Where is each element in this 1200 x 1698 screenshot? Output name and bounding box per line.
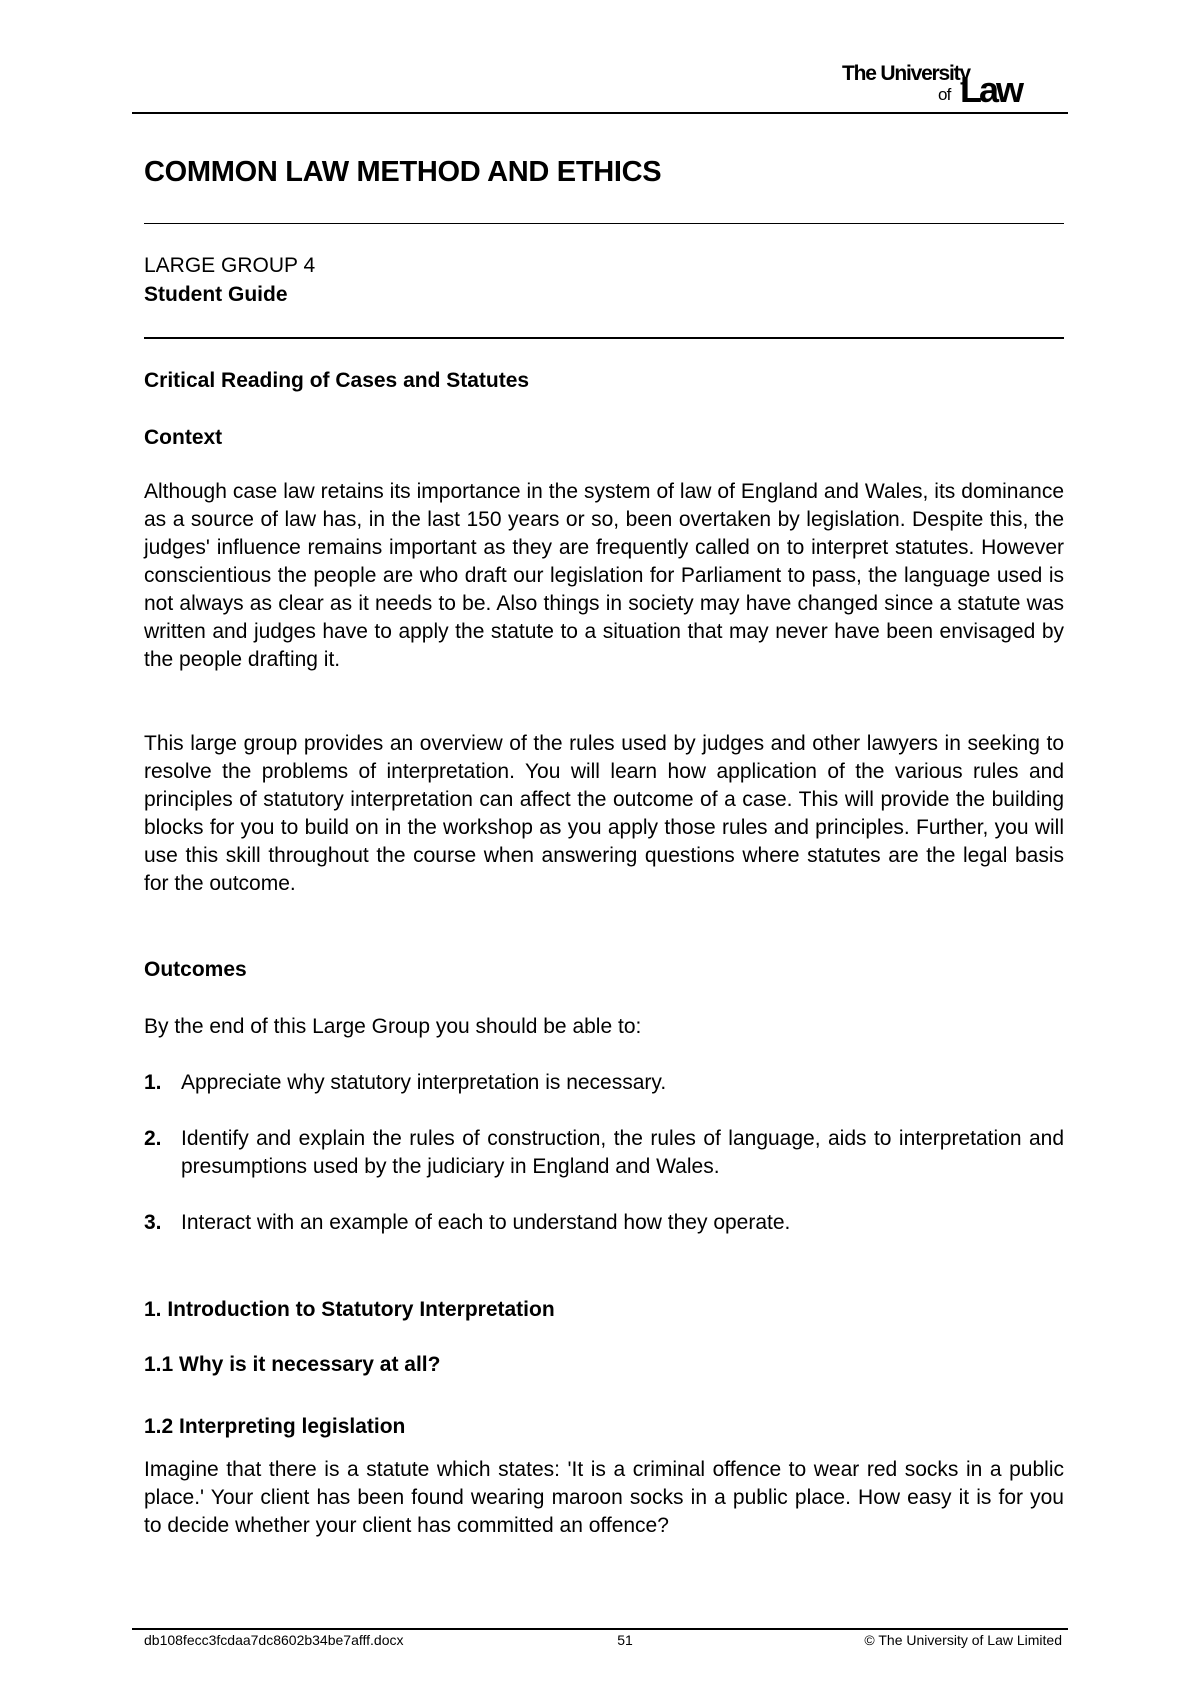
document-title: COMMON LAW METHOD AND ETHICS	[144, 156, 662, 188]
outcome-item	[144, 1125, 1064, 1181]
subtitle-divider	[144, 337, 1064, 339]
section1-1-heading: 1.1 Why is it necessary at all?	[144, 1353, 441, 1376]
footer-divider	[132, 1628, 1068, 1630]
outcome-item	[144, 1069, 1064, 1097]
university-logo	[842, 60, 1062, 108]
outcome-text: Interact with an example of each to understand how they operate.	[181, 1211, 791, 1234]
logo-of: of	[938, 85, 951, 104]
outcome-text: Identify and explain the rules of construction, the rules of language, aids to interpretation and presumptions used by the judiciary in England and Wales.	[181, 1127, 1064, 1178]
section1-heading: 1. Introduction to Statutory Interpretation	[144, 1298, 555, 1321]
section1-2-heading: 1.2 Interpreting legislation	[144, 1415, 406, 1438]
outcome-item	[144, 1209, 1064, 1237]
footer-page-number: 51	[617, 1632, 633, 1648]
outcome-text: Appreciate why statutory interpretation is necessary.	[181, 1071, 667, 1094]
outcomes-intro: By the end of this Large Group you should be able to:	[144, 1015, 642, 1038]
logo-law: Law	[960, 69, 1022, 110]
title-divider	[144, 223, 1064, 224]
context-heading: Context	[144, 426, 223, 449]
context-paragraph-2: This large group provides an overview of the rules used by judges and other lawyers in seeking to resolve the problems of interpretation. You will learn how application of the various rules and principles of statutory interpretation can affect the outcome of a case. This will provide the building blocks for you to build on in the workshop as you apply those rules and principles. Further, you will use this skill throughout the course when answering questions where statutes are the legal basis for the outcome.	[144, 732, 1064, 895]
outcome-number: 2.	[144, 1127, 162, 1150]
section-heading: Critical Reading of Cases and Statutes	[144, 369, 530, 392]
outcome-number: 3.	[144, 1211, 162, 1234]
context-paragraph-1: Although case law retains its importance in the system of law of England and Wales, its dominance as a source of law has, in the last 150 years or so, been overtaken by legislation. Despite this, the judges' influence remains important as they are frequently called on to interpret statutes. However conscientious the people are who draft our legislation for Parliament to pass, the language used is not always as clear as it needs to be. Also things in society may have changed since a statute was written and judges have to apply the statute to a situation that may never have been envisaged by the people drafting it.	[144, 480, 1064, 671]
header-divider	[132, 112, 1068, 114]
logo-the-university: The University	[842, 62, 970, 85]
section1-2-paragraph: Imagine that there is a statute which states: 'It is a criminal offence to wear red socks in a public place.' Your client has been found wearing maroon socks in a public place. How easy it is for you to decide whether your client has committed an offence?	[144, 1458, 1064, 1537]
outcomes-heading: Outcomes	[144, 958, 247, 981]
footer-copyright: © The University of Law Limited	[864, 1632, 1062, 1648]
outcome-number: 1.	[144, 1071, 162, 1094]
student-guide-label: Student Guide	[144, 283, 288, 306]
footer-filename: db108fecc3fcdaa7dc8602b34be7afff.docx	[144, 1632, 404, 1648]
large-group-label: LARGE GROUP 4	[144, 254, 316, 277]
